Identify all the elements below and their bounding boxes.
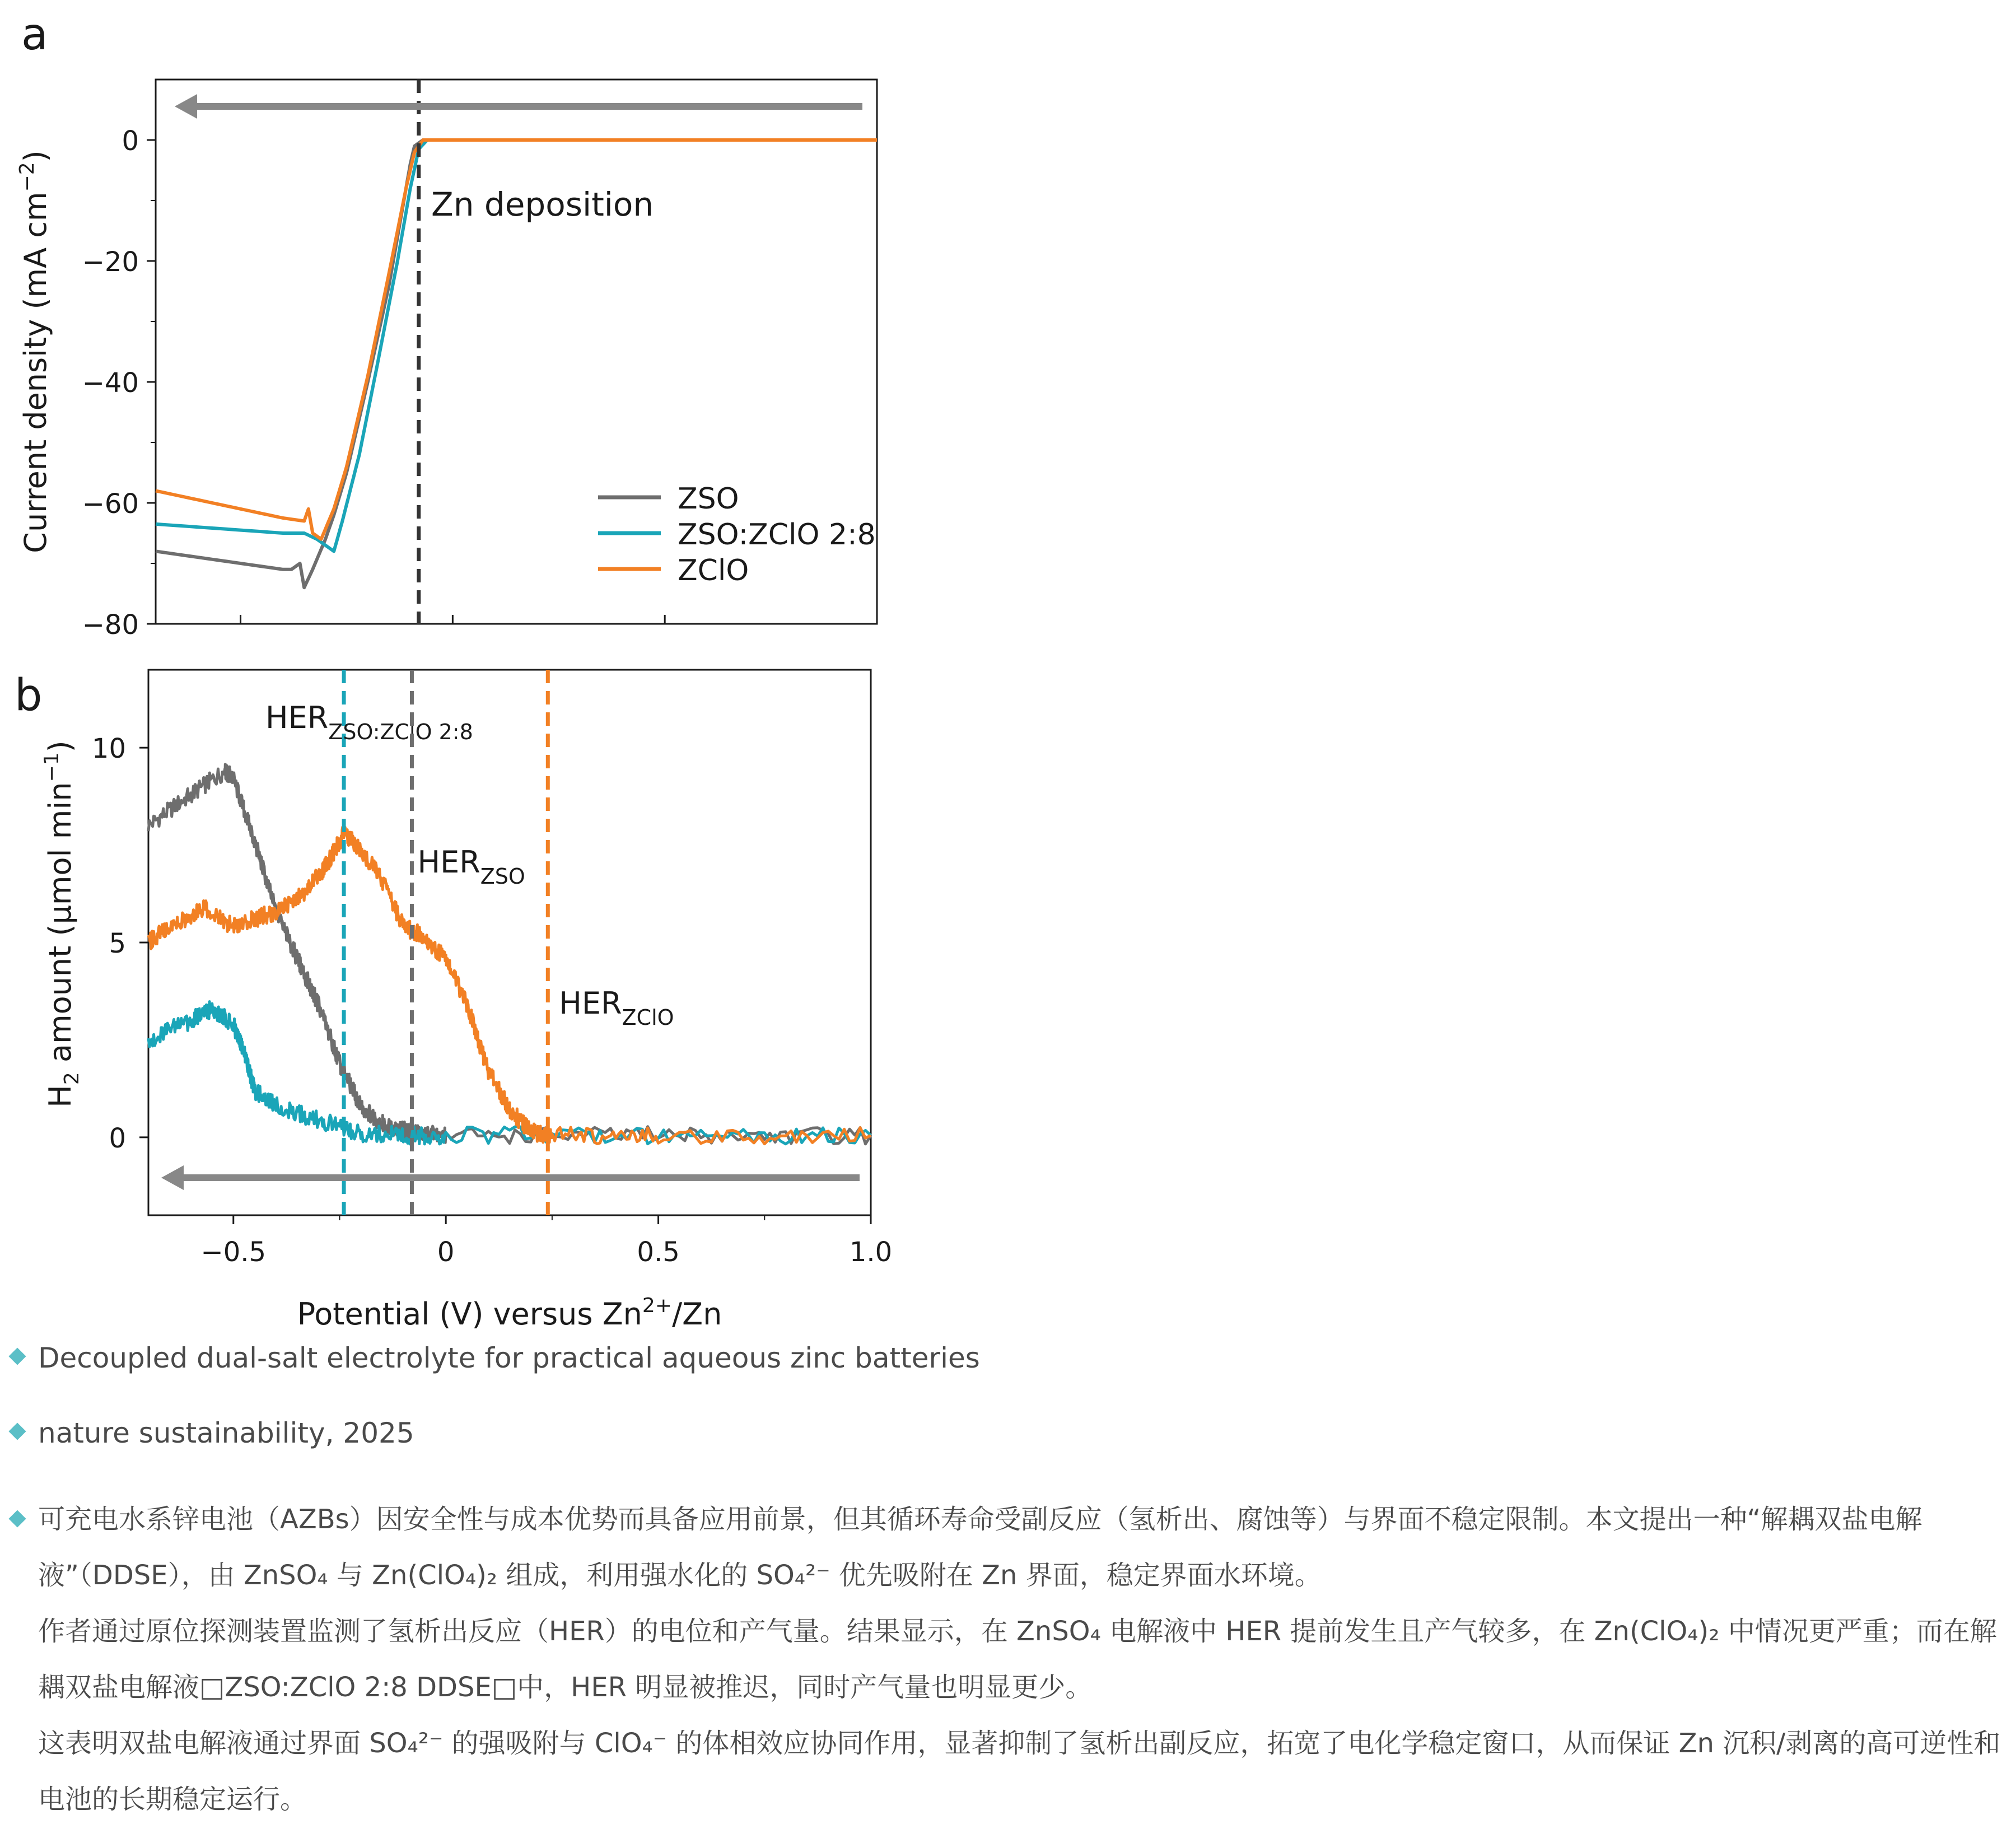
panel-b-y-ticks	[92, 733, 148, 1154]
summary-paragraph-2: 作者通过原位探测装置监测了氢析出反应（HER）的电位和产气量。结果显示，在 ZnSO₄ 电解液中 HER 提前发生且产气较多，在 Zn(ClO₄)₂ 中情况更严重；而在解耦双盐电解液□ZSO:ZClO 2:8 DDSE□中，HER 明显被推迟，同时产气量也明显更少。	[38, 1616, 1997, 1703]
summary-paragraph-1: 可充电水系锌电池（AZBs）因安全性与成本优势而具备应用前景，但其循环寿命受副反应（氢析出、腐蚀等）与界面不稳定限制。本文提出一种“解耦双盐电解液”（DDSE），由 ZnSO₄ 与 Zn(ClO₄)₂ 组成，利用强水化的 SO₄²⁻ 优先吸附在 Zn 界面，稳定界面水环境。	[38, 1504, 1922, 1591]
panel-a-y-tick-label: −80	[82, 609, 139, 641]
panel-a	[16, 10, 877, 641]
her-label	[559, 986, 674, 1030]
paper-title-item	[11, 1341, 2005, 1375]
bullet-diamond-icon	[8, 1422, 26, 1440]
panel-b-x-axis-label-sup: 2+	[642, 1294, 672, 1317]
panel-b-x-axis-label-main: Potential (V) versus Zn	[297, 1296, 642, 1332]
panel-b-y-tick-label: 5	[109, 928, 126, 959]
summary-paragraph-3: 这表明双盐电解液通过界面 SO₄²⁻ 的强吸附与 ClO₄⁻ 的体相效应协同作用，显著抑制了氢析出副反应，拓宽了电化学稳定窗口，从而保证 Zn 沉积/剥离的高可逆性和电池的长期稳定运行。	[38, 1728, 2001, 1815]
panel-b-x-tick-label: 0	[437, 1237, 455, 1268]
panel-a-y-ticks	[82, 125, 156, 641]
her-label-sub: ZClO	[622, 1005, 674, 1030]
her-label	[265, 700, 473, 744]
panel-b-y-axis-label-sup: −1	[40, 752, 63, 782]
panel-b-y-tick-label: 0	[109, 1122, 126, 1154]
panel-b-y-axis-label	[40, 740, 83, 1107]
panel-b-y-axis-label-sub: 2	[60, 1072, 83, 1085]
panel-b-x-tick-label: −0.5	[200, 1237, 267, 1268]
panel-a-arrow	[175, 94, 862, 119]
panel-b-y-axis-label-close: )	[43, 740, 78, 753]
her-label-sub: ZSO:ZClO 2:8	[328, 720, 473, 744]
panel-a-y-tick-label: 0	[122, 125, 139, 157]
legend-label: ZSO	[678, 482, 739, 516]
journal-item	[11, 1416, 2005, 1450]
legend-label: ZSO:ZClO 2:8	[678, 518, 876, 552]
panel-b-arrow	[161, 1165, 860, 1190]
panel-b-arrow-head	[161, 1165, 184, 1190]
panel-b-y-axis-label-pre: H	[43, 1085, 78, 1108]
panel-b-series-line-zso-zclo-2-8	[148, 1002, 871, 1144]
panel-a-y-axis-label-main: Current density (mA cm	[18, 192, 53, 553]
panel-a-y-axis-label	[16, 150, 53, 553]
panel-a-y-tick-label: −60	[82, 488, 139, 520]
bullet-diamond-icon	[8, 1510, 26, 1527]
her-label-main: HER	[559, 986, 622, 1021]
panel-b-x-axis-label	[297, 1294, 722, 1332]
panel-a-arrow-head	[175, 94, 197, 119]
panel-a-label: a	[21, 10, 48, 60]
legend-label: ZClO	[678, 554, 749, 587]
panel-a-y-tick-label: −40	[82, 367, 139, 399]
panel-b	[15, 670, 892, 1332]
panel-b-y-tick-label: 10	[91, 733, 126, 765]
panel-b-x-tick-label: 1.0	[849, 1237, 893, 1268]
panel-b-x-tick-label: 0.5	[637, 1237, 680, 1268]
panel-b-series-line-zso	[148, 764, 871, 1144]
her-label-sub: ZSO	[480, 864, 525, 889]
panel-b-label: b	[15, 670, 43, 721]
her-label-main: HER	[417, 844, 480, 880]
panel-a-y-tick-label: −20	[82, 246, 139, 278]
panel-a-y-axis-label-close: )	[18, 150, 53, 162]
panel-a-x-ticks	[241, 615, 877, 624]
panel-b-x-ticks	[200, 1215, 892, 1268]
her-label	[417, 844, 525, 889]
notes-section	[11, 1341, 2005, 1827]
panel-b-y-axis-label-mid: amount (µmol min	[43, 782, 78, 1072]
panel-b-series	[148, 764, 871, 1144]
her-label-main: HER	[265, 700, 329, 735]
panel-a-y-axis-label-sup: −2	[16, 162, 39, 192]
summary-item	[11, 1491, 2005, 1827]
zn-deposition-annotation: Zn deposition	[431, 185, 654, 223]
paper-title: Decoupled dual-salt electrolyte for practical aqueous zinc batteries	[38, 1342, 980, 1374]
bullet-diamond-icon	[8, 1347, 26, 1365]
panel-b-x-axis-label-tail: /Zn	[671, 1296, 722, 1332]
legend	[598, 482, 876, 587]
journal-name: nature sustainability, 2025	[38, 1417, 414, 1449]
